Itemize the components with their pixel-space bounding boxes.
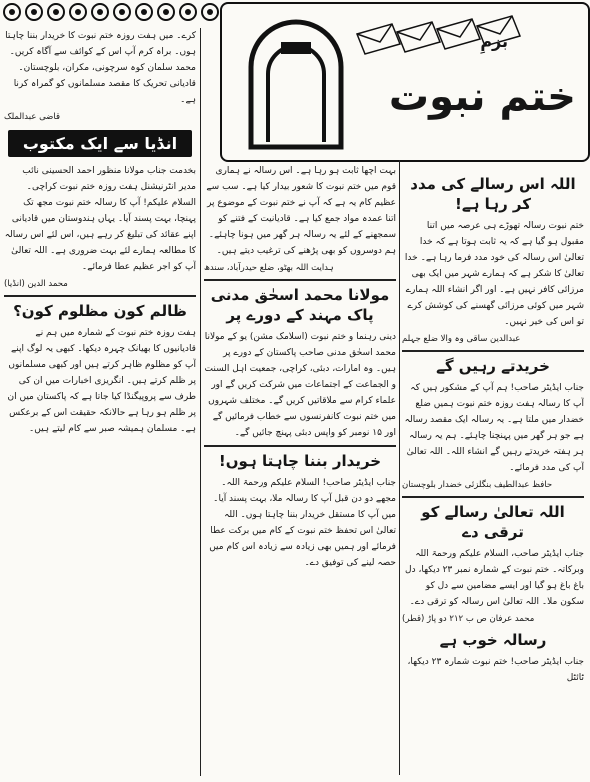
article-signature: قاضی عبدالملک — [4, 112, 61, 122]
article-heading: مولانا محمد اسحٰق مدنی پاک مہند کے دورے پر — [210, 286, 390, 324]
article-body: بخدمت جناب مولانا منظور احمد الحسینی نائب مدیر انٹرنیشنل ہفت روزہ ختم نبوت کراچی۔ السلام علیکم! آپ کا رسالہ ختم نبوت مجھ تک پہنچا، بہت پسند آیا۔ یہاں ہندوستان میں قادیانی اپنے عقائد کی تبلیغ کر رہے ہیں، اس لئے اس رسالہ کا مطالعہ ہمارے لئے بہت ضروری ہے۔ اللہ تعالیٰ آپ کو اجر عظیم عطا فرمائے۔ — [4, 166, 196, 272]
article-body: ختم نبوت رسالہ تھوڑے ہی عرصہ میں اتنا مقبول ہو گیا ہے کہ یہ ثابت ہوتا ہے کہ خدا تعالیٰ اس رسالہ کی خود مدد فرما رہا ہے۔ خدا تعالیٰ کا شکر ہے کہ ہمارے شہر میں ایک بھی مرزائی کافر نہیں ہے۔ اور اگر انشاء اللہ ہمارے شہر میں کوئی مرزائی گھسنے کی کوشش کرے تو اس کی خیر نہیں۔ — [404, 221, 584, 327]
left-column — [4, 28, 196, 778]
article-signature: محمد عرفان ص ب ۲۱۲ دو پاڑ (قطر) — [402, 614, 535, 624]
article-heading: اللہ تعالیٰ رسالے کو ترقی دے — [421, 503, 565, 541]
article-body: ہفت روزہ ختم نبوت کے شمارہ میں ہم نے قادیانیوں کا بھیانک چہرہ دیکھا۔ کبھی یہ لوگ اپنے آپ کو مظلوم ظاہر کرتے ہیں اور کبھی مسلمانوں پر ظلم کرتے ہیں۔ انگریزی اخبارات میں ان کی طرف سے پروپیگنڈا کیا جاتا ہے کہ پاکستان میں ان پر ظلم ہو رہا ہے حالانکہ حقیقت اس کے برعکس ہے۔ مسلمان ہمیشہ صبر سے کام لیتے ہیں۔ — [7, 328, 196, 434]
article-body: بہت اچھا ثابت ہو رہا ہے۔ اس رسالہ نے ہماری قوم میں ختم نبوت کا شعور بیدار کیا ہے۔ سب سے عظیم کام یہ ہے کہ آپ نے ختم نبوت کے موضوع پر اتنا عمدہ مواد جمع کیا ہے۔ قادیانیت کے فتنے کو سمجھنے کے لئے یہ رسالہ ہر گھر میں ہونا چاہئے۔ ہم دوسروں کو بھی پڑھنے کی ترغیب دیتے ہیں۔ — [206, 166, 396, 256]
article-heading: خریدتے رہیں گے — [436, 357, 550, 375]
masthead-subtitle: بزمِ — [480, 32, 508, 51]
section-divider — [4, 295, 196, 297]
article-body: دینی رہنما و ختم نبوت (اسلامک مشن) یو کے مولانا محمد اسحٰق مدنی صاحب پاکستان کے دورے پر ہیں۔ وہ امارات، دبئی، کراچی، جمعیت اہل السنت و الجماعت کے اجتماعات میں شرکت کریں گے اور علماء کرام سے ملاقاتیں کریں گے۔ مختلف شہروں میں ختم نبوت کانفرنسوں سے خطاب فرمائیں گے اور ۱۵ نومبر کو واپس دبئی پہنچ جائیں گے۔ — [204, 332, 396, 438]
article-body: جناب ایڈیٹر صاحب، السلام علیکم ورحمۃ اللہ وبرکاتہ۔ ختم نبوت کے شمارہ نمبر ۲۳ دیکھا، دل باغ باغ ہو گیا اور ایسے مضامین سے دل کو سکون ملا۔ اللہ تعالیٰ اس رسالہ کو ترقی دے۔ — [405, 549, 584, 607]
section-divider — [402, 350, 584, 352]
section-divider — [204, 445, 396, 447]
section-divider — [204, 279, 396, 281]
article-signature: عبدالدین ساقی وہ والا ضلع جہلم — [402, 334, 521, 344]
masthead-title: ختم نبوت — [388, 74, 576, 120]
article-heading: رسالہ خوب ہے — [439, 631, 547, 649]
article-heading: اللہ اس رسالے کی مدد کر رہا ہے! — [410, 175, 576, 213]
article-body: جناب ایڈیٹر صاحب! السلام علیکم ورحمۃ اللہ۔ مجھے دو دن قبل آپ کا رسالہ ملا، بہت پسند آیا۔ میں آپ کا مستقل خریدار بننا چاہتا ہوں۔ اللہ تعالیٰ اس تحفظ ختم نبوت کے کام میں برکت عطا فرمائے اور ہمیں بھی زیادہ سے زیادہ اس کام میں حصہ لینے کی توفیق دے۔ — [209, 478, 396, 568]
boxed-heading: انڈیا سے ایک مکتوب — [8, 130, 192, 157]
article-signature: حافظ عبدالطیف بنگلزئی خضدار بلوچستان — [402, 480, 553, 490]
column-divider — [200, 28, 201, 776]
article-body: کرے۔ میں ہفت روزہ ختم نبوت کا خریدار بننا چاہتا ہوں۔ براہ کرم آپ اس کے کوائف سے آگاہ کریں۔ محمد سلمان کوہ سرچونی، مکران، بلوچستان۔ قادیانی تحریک کا مقصد مسلمانوں کو گمراہ کرنا ہے۔ — [5, 31, 196, 105]
article-body: جناب ایڈیٹر صاحب! ختم نبوت شمارہ ۲۳ دیکھا، ٹائٹل — [407, 657, 584, 683]
article-heading: خریدار بننا چاہتا ہوں! — [218, 452, 382, 470]
column-divider — [399, 160, 400, 775]
right-column — [402, 170, 584, 778]
middle-column — [204, 163, 396, 778]
section-divider — [402, 496, 584, 498]
mailbox-illustration — [236, 12, 356, 152]
article-body: جناب ایڈیٹر صاحب! ہم آپ کے مشکور ہیں کہ آپ کا رسالہ ہفت روزہ ختم نبوت ہمیں ضلع خضدار میں ملتا ہے۔ یہ رسالہ ایک مقصد رسالہ ہے جو ہر گھر میں پہنچنا چاہئے۔ ہم یہ رسالہ ہر ہفتہ خریدتے رہیں گے انشاء اللہ۔ اللہ تعالیٰ آپ کی مدد فرمائے۔ — [404, 383, 584, 473]
masthead — [220, 2, 590, 162]
article-signature: ہدایت اللہ بھٹو، ضلع حیدرآباد، سندھ — [204, 263, 334, 273]
article-heading: ظالم کون مظلوم کون؟ — [13, 302, 187, 320]
article-signature: محمد الدین (انڈیا) — [4, 279, 68, 289]
